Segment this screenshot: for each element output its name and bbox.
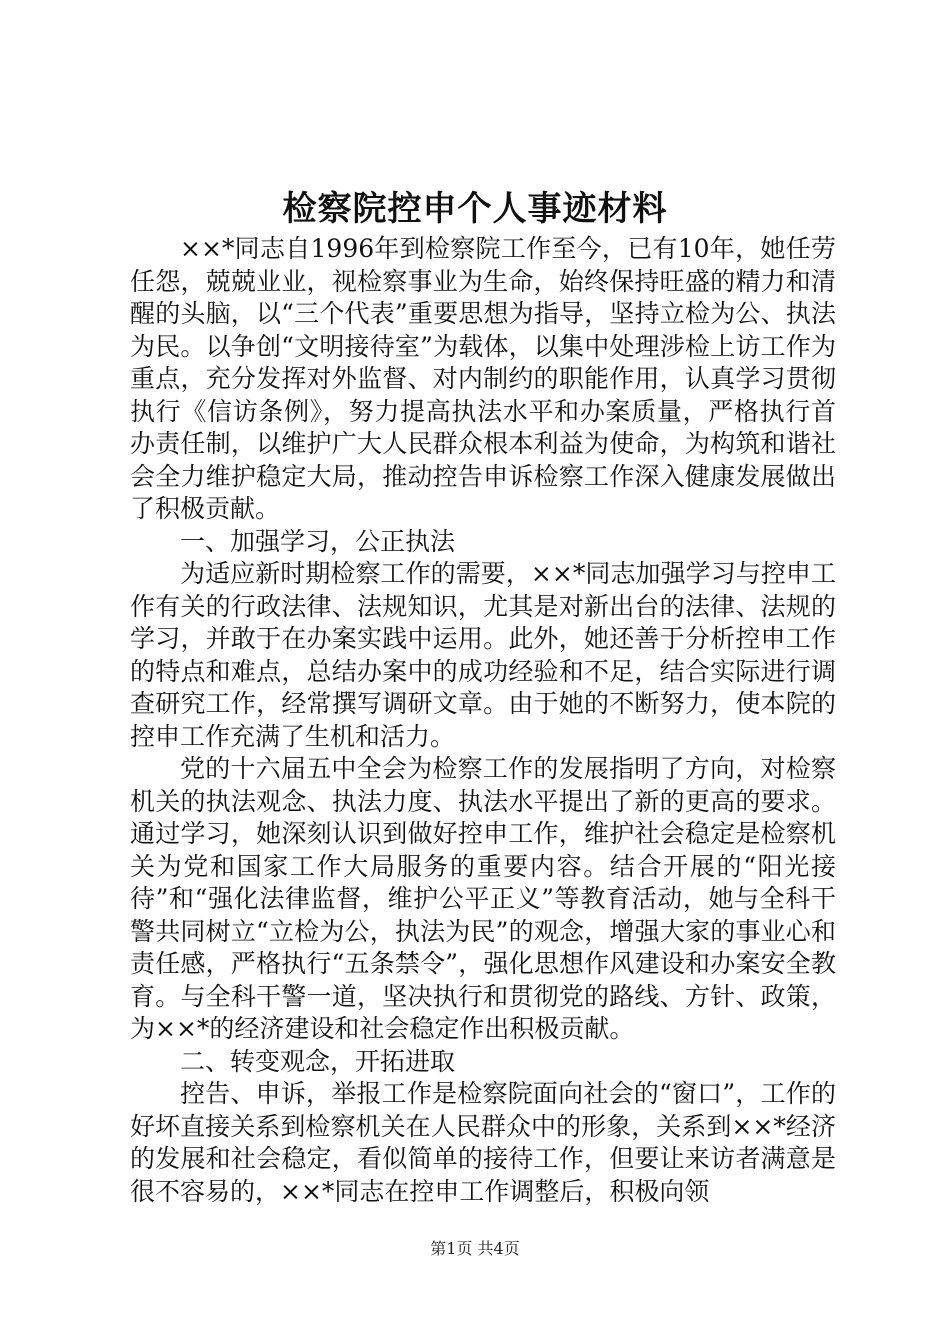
paragraph-complaints: 控告、申诉，举报工作是检察院面向社会的“窗口”，工作的好坏直接关系到检察机关在人民群众中的形象，关系到××*经济的发展和社会稳定，看似简单的接待工作，但要让来访者满意是很不容易的，××*同志在控申工作调整后，积极向领 (130, 1079, 836, 1206)
document-title: 检察院控申个人事迹材料 (282, 189, 668, 229)
paragraph-plenum: 党的十六届五中全会为检察工作的发展指明了方向，对检察机关的执法观念、执法力度、执法水平提出了新的更高的要求。通过学习，她深刻认识到做好控申工作，维护社会稳定是检察机关为党和国家工作大局服务的重要内容。结合开展的“阳光接待”和“强化法律监督，维护公平正义”等教育活动，她与全科干警共同树立“立检为公，执法为民”的观念，增强大家的事业心和责任感，严格执行“五条禁令”，强化思想作风建设和办案安全教育。与全科干警一道，坚决执行和贯彻党的路线、方针、政策，为××*的经济建设和社会稳定作出积极贡献。 (130, 754, 836, 1043)
document-body (130, 233, 836, 1208)
section-heading-1: 一、加强学习，公正执法 (180, 526, 456, 556)
page-footer: 第1页 共4页 (430, 1239, 520, 1258)
section-heading-2: 二、转变观念，开拓进取 (180, 1046, 456, 1076)
paragraph-intro: ××*同志自1996年到检察院工作至今，已有10年，她任劳任怨，兢兢业业，视检察事业为生命，始终保持旺盛的精力和清醒的头脑，以“三个代表”重要思想为指导，坚持立检为公、执法为民。以争创“文明接待室”为载体，以集中处理涉检上访工作为重点，充分发挥对外监督、对内制约的职能作用，认真学习贯彻执行《信访条例》，努力提高执法水平和办案质量，严格执行首办责任制，以维护广大人民群众根本利益为使命，为构筑和谐社会全力维护稳定大局，推动控告申诉检察工作深入健康发展做出了积极贡献。 (130, 234, 836, 523)
paragraph-study: 为适应新时期检察工作的需要，××*同志加强学习与控申工作有关的行政法律、法规知识，尤其是对新出台的法律、法规的学习，并敢于在办案实践中运用。此外，她还善于分析控申工作的特点和难点，总结办案中的成功经验和不足，结合实际进行调查研究工作，经常撰写调研文章。由于她的不断努力，使本院的控申工作充满了生机和活力。 (130, 559, 836, 751)
